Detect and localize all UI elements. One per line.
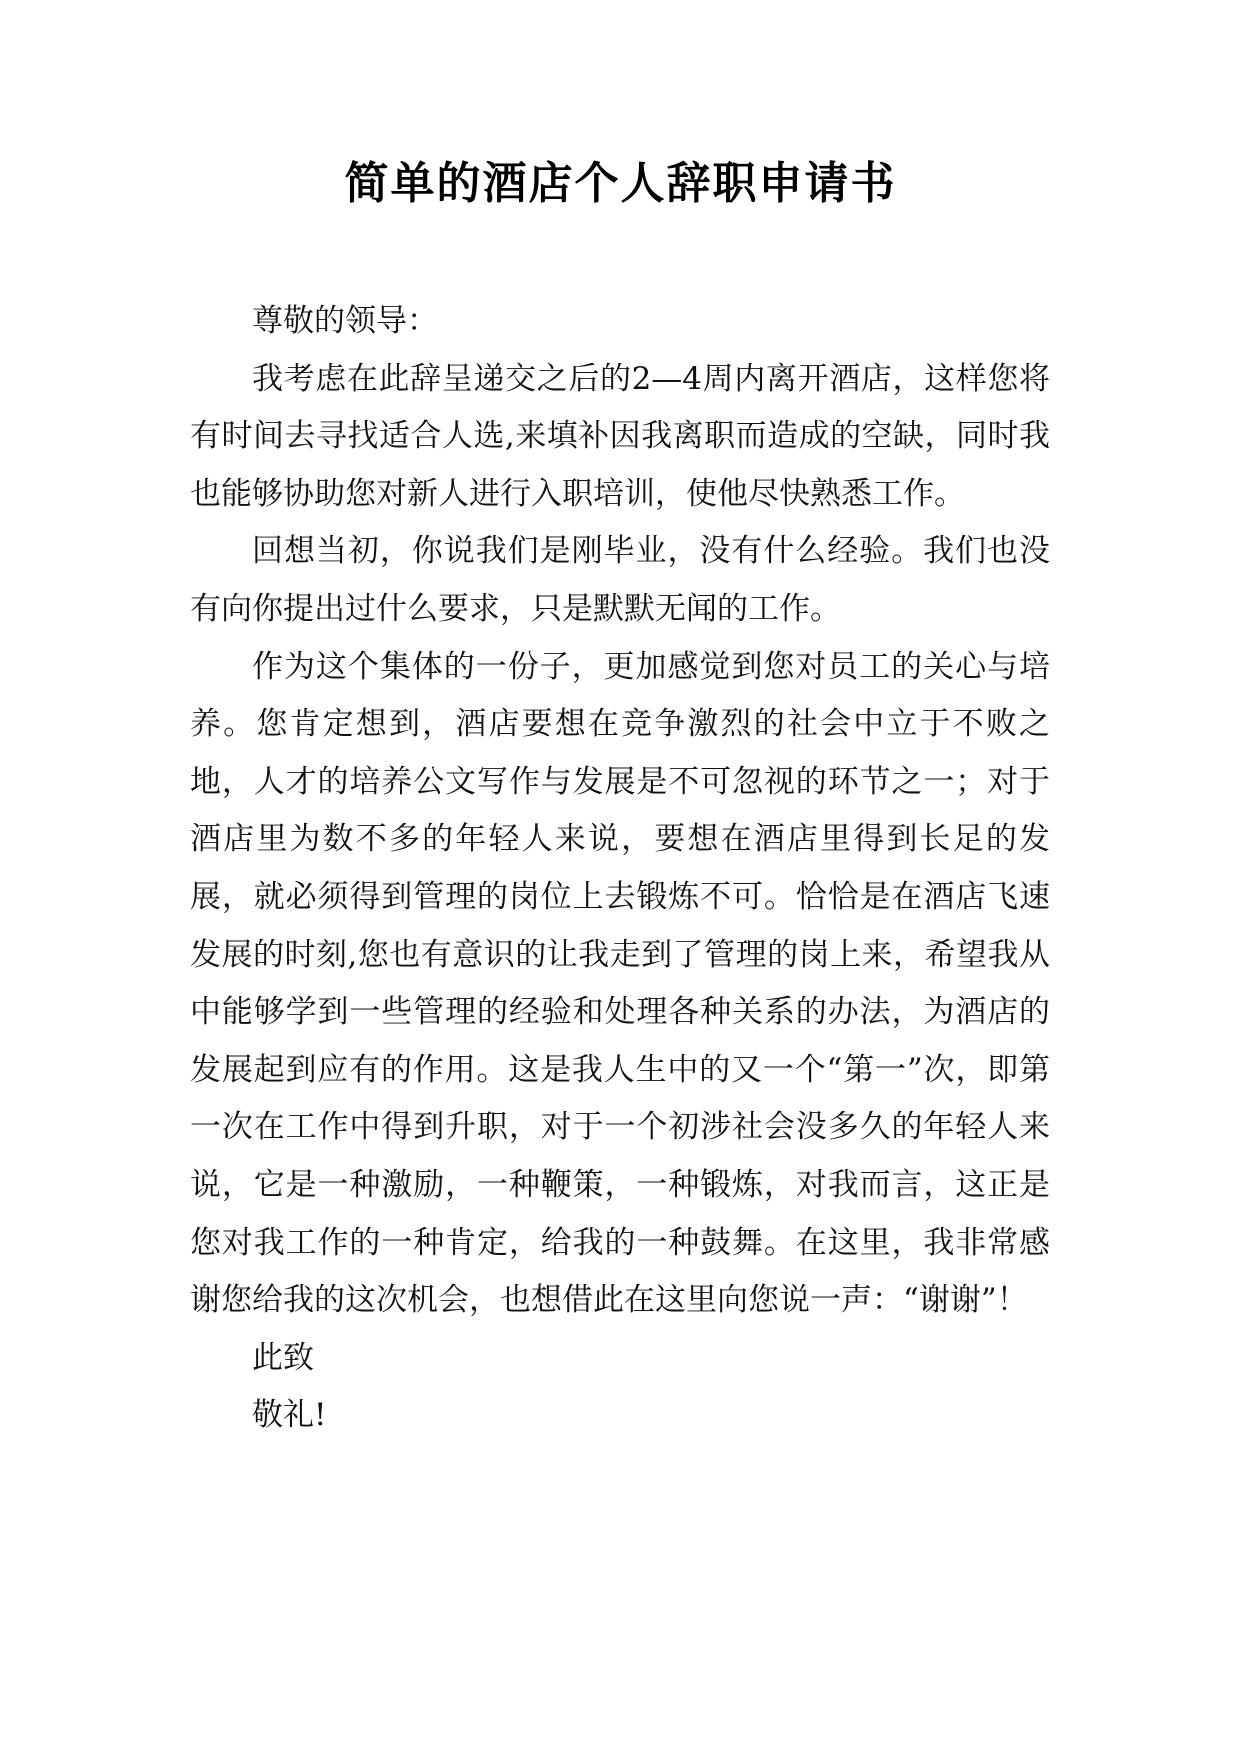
letter-body <box>190 293 1050 1445</box>
salutation: 尊敬的领导： <box>252 303 438 339</box>
paragraph-2: 回想当初，你说我们是刚毕业，没有什么经验。我们也没有向你提出过什么要求，只是默默无闻的工作。 <box>190 533 1050 627</box>
document-title: 简单的酒店个人辞职申请书 <box>344 158 897 209</box>
paragraph-1: 我考虑在此辞呈递交之后的2—4周内离开酒店，这样您将有时间去寻找适合人选,来填补因我离职而造成的空缺，同时我也能够协助您对新人进行入职培训，使他尽快熟悉工作。 <box>190 360 1050 512</box>
closing-phrase: 此致 <box>252 1339 314 1376</box>
paragraph-3: 作为这个集体的一份子，更加感觉到您对员工的关心与培养。您肯定想到，酒店要想在竞争激烈的社会中立于不败之地，人才的培养公文写作与发展是不可忽视的环节之一；对于酒店里为数不多的年轻人来说，要想在酒店里得到长足的发展，就必须得到管理的岗位上去锻炼不可。恰恰是在酒店飞速发展的时刻,您也有意识的让我走到了管理的岗上来，希望我从中能够学到一些管理的经验和处理各种关系的办法，为酒店的发展起到应有的作用。这是我人生中的又一个“第一”次，即第一次在工作中得到升职，对于一个初涉社会没多久的年轻人来说，它是一种激励，一种鞭策，一种锻炼，对我而言，这正是您对我工作的一种肯定，给我的一种鼓舞。在这里，我非常感谢您给我的这次机会，也想借此在这里向您说一声：“谢谢”！ <box>190 648 1050 1319</box>
closing-salute: 敬礼! <box>252 1397 327 1434</box>
